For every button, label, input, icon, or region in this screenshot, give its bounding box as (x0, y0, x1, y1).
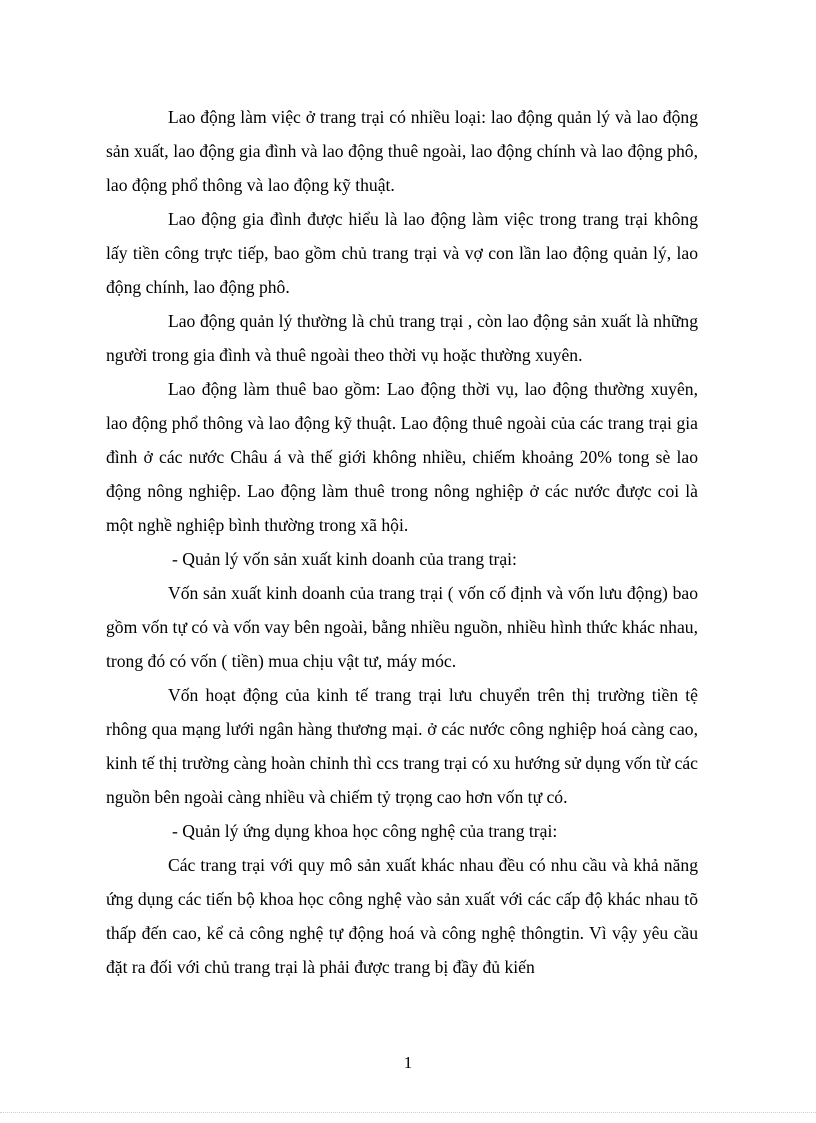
paragraph-hired-labor: Lao động làm thuê bao gồm: Lao động thời vụ, lao động thường xuyên, lao động phổ thông và lao động kỹ thuật. Lao động thuê ngoài của các trang trại gia đình ở các nước Châu á và thế giới không nhiều, chiếm khoảng 20% tong sè lao động nông nghiệp. Lao động làm thuê trong nông nghiệp ở các nước được coi là một nghề nghiệp bình thường trong xã hội. (106, 379, 698, 535)
paragraph-technology-application: Các trang trại với quy mô sản xuất khác nhau đều có nhu cầu và khả năng ứng dụng các tiến bộ khoa học công nghệ vào sản xuất với các cấp độ khác nhau tõ thấp đến cao, kể cả công nghệ tự động hoá và công nghệ thôngtin. Vì vậy yêu cầu đặt ra đối với chủ trang trại là phải được trang bị đầy đủ kiến (106, 855, 698, 977)
paragraph-operating-capital: Vốn hoạt động của kinh tế trang trại lưu chuyển trên thị trường tiền tệ rhông qua mạng lưới ngân hàng thương mại. ở các nước công nghiệp hoá càng cao, kinh tế thị trường càng hoàn chỉnh thì ccs trang trại có xu hướng sử dụng vốn từ các nguồn bên ngoài càng nhiều và chiếm tỷ trọng cao hơn vốn tự có. (106, 685, 698, 807)
page-number: 1 (403, 1053, 413, 1072)
section-heading-capital-management: - Quản lý vốn sản xuất kinh doanh của trang trại: (172, 549, 517, 569)
paragraph-labor-types: Lao động làm việc ở trang trại có nhiều loại: lao động quản lý và lao động sản xuất, lao động gia đình và lao động thuê ngoài, lao động chính và lao động phô, lao động phổ thông và lao động kỹ thuật. (106, 107, 698, 195)
page-bottom-divider (0, 1112, 816, 1113)
paragraph-business-capital: Vốn sản xuất kinh doanh của trang trại ( vốn cố định và vốn lưu động) bao gồm vốn tự có và vốn vay bên ngoài, bằng nhiều nguồn, nhiều hình thức khác nhau, trong đó có vốn ( tiền) mua chịu vật tư, máy móc. (106, 583, 698, 671)
paragraph-family-labor: Lao động gia đình được hiểu là lao động làm việc trong trang trại không lấy tiền công trực tiếp, bao gồm chủ trang trại và vợ con lần lao động quản lý, lao động chính, lao động phô. (106, 209, 698, 297)
page-body (106, 100, 698, 984)
paragraph-management-labor: Lao động quản lý thường là chủ trang trại , còn lao động sản xuất là những người trong gia đình và thuê ngoài theo thời vụ hoặc thường xuyên. (106, 311, 698, 365)
section-heading-technology-management: - Quản lý ứng dụng khoa học công nghệ của trang trại: (172, 821, 558, 841)
